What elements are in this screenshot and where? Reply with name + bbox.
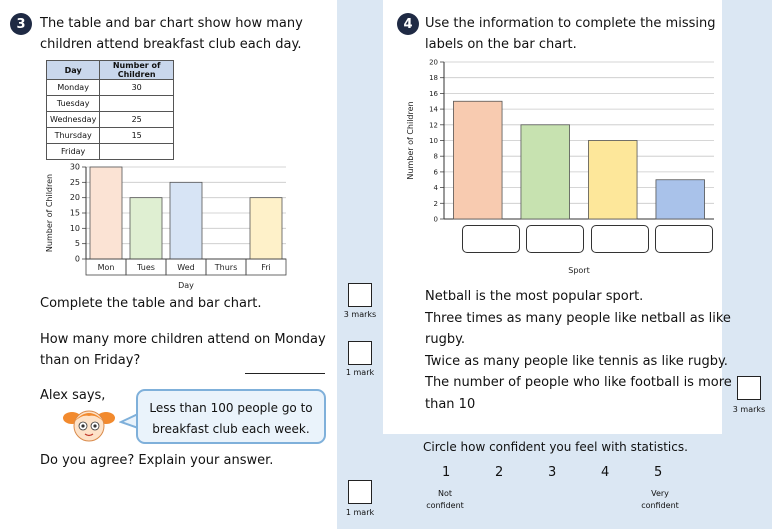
y-tick-label: 5 (74, 239, 80, 249)
missing-label-box-4[interactable] (655, 225, 713, 253)
x-tick-label: Tues (137, 263, 155, 272)
y-tick-label: 18 (429, 74, 438, 83)
table-cell-day: Friday (47, 144, 100, 160)
y-tick-label: 10 (69, 223, 80, 233)
very-confident-label: Very confident (641, 489, 679, 510)
missing-label-box-1[interactable] (462, 225, 520, 253)
q3-more-question-line2: than on Friday? (40, 353, 141, 368)
confidence-level-4[interactable]: 4 (601, 465, 610, 480)
table-header-children: Number of Children (100, 61, 174, 80)
q3-prompt-line1: The table and bar chart show how many (40, 16, 303, 31)
marks-box-q4[interactable] (737, 376, 761, 400)
confidence-level-1[interactable]: 1 (442, 465, 451, 480)
y-tick-label: 4 (433, 184, 438, 193)
q4-statement: Three times as many people like netball as like (425, 311, 731, 326)
table-header-row (47, 61, 174, 80)
y-tick-label: 0 (433, 215, 438, 224)
marks-label: 3 marks (732, 405, 766, 414)
y-tick-label: 20 (429, 58, 438, 67)
bar (130, 198, 162, 259)
marks-box-q3-part2[interactable] (348, 341, 372, 365)
y-tick-label: 30 (69, 162, 80, 172)
bubble-line1: Less than 100 people go to (149, 401, 313, 415)
bar (90, 167, 122, 259)
y-tick-label: 6 (433, 168, 438, 177)
q3-complete-instruction: Complete the table and bar chart. (40, 296, 262, 311)
confidence-level-5[interactable]: 5 (654, 465, 663, 480)
y-tick-label: 10 (429, 137, 438, 145)
question-4-number: 4 (397, 13, 419, 35)
y-tick-label: 16 (429, 89, 438, 98)
confidence-level-2[interactable]: 2 (495, 465, 504, 480)
marks-box-q3-part1[interactable] (348, 283, 372, 307)
y-axis-label: Number of Children (406, 101, 415, 180)
x-tick-label: Wed (177, 263, 195, 272)
missing-label-box-2[interactable] (526, 225, 584, 253)
bar (588, 141, 637, 220)
y-tick-label: 12 (429, 121, 438, 130)
table-cell-day: Monday (47, 80, 100, 96)
speech-bubble (136, 389, 326, 444)
table-cell-count-blank[interactable] (100, 96, 174, 112)
confidence-level-3[interactable]: 3 (548, 465, 557, 480)
x-tick-label: Mon (97, 263, 115, 272)
y-tick-label: 14 (429, 105, 438, 114)
table-row (47, 112, 174, 128)
q4-statement: The number of people who like football is more (425, 375, 732, 390)
bar (250, 198, 282, 259)
table-cell-day: Tuesday (47, 96, 100, 112)
breakfast-club-bar-chart (40, 160, 300, 295)
table-cell-day: Thursday (47, 128, 100, 144)
x-axis-label: Sport (568, 266, 590, 275)
y-tick-label: 2 (433, 199, 438, 208)
table-cell-count: 15 (100, 128, 174, 144)
bar (170, 182, 202, 259)
alex-says-label: Alex says, (40, 388, 106, 403)
missing-label-box-3[interactable] (591, 225, 649, 253)
confidence-prompt: Circle how confident you feel with statistics. (423, 440, 688, 454)
y-tick-label: 25 (69, 177, 80, 187)
q3-agree-question: Do you agree? Explain your answer. (40, 453, 274, 468)
table-row (47, 80, 174, 96)
q4-prompt-line2: labels on the bar chart. (425, 37, 577, 52)
x-axis-label: Day (178, 281, 194, 290)
y-tick-label: 0 (74, 254, 80, 264)
table-cell-day: Wednesday (47, 112, 100, 128)
x-tick-label: Fri (261, 263, 271, 272)
table-cell-count: 30 (100, 80, 174, 96)
alex-avatar (60, 400, 118, 448)
q4-statement: Netball is the most popular sport. (425, 289, 644, 304)
y-tick-label: 20 (69, 193, 80, 203)
q3-more-question-line1: How many more children attend on Monday (40, 332, 326, 347)
table-header-day: Day (47, 61, 100, 80)
breakfast-club-table (46, 60, 174, 160)
question-3-number: 3 (10, 13, 32, 35)
q3-prompt-line2: children attend breakfast club each day. (40, 37, 302, 52)
marks-label: 3 marks (343, 310, 377, 319)
bar (656, 180, 705, 219)
q4-prompt-line1: Use the information to complete the missing (425, 16, 716, 31)
answer-line[interactable] (245, 373, 325, 374)
y-tick-label: 15 (69, 208, 80, 218)
bar (453, 101, 502, 219)
bubble-line2: breakfast club each week. (152, 422, 310, 436)
table-cell-count-blank[interactable] (100, 144, 174, 160)
y-tick-label: 8 (433, 152, 438, 161)
not-confident-label: Not confident (426, 489, 464, 510)
bar (521, 125, 570, 219)
marks-label: 1 mark (345, 508, 375, 517)
x-tick-label: Thurs (214, 263, 238, 272)
table-row (47, 144, 174, 160)
table-row (47, 128, 174, 144)
marks-label: 1 mark (345, 368, 375, 377)
marks-box-q3-part3[interactable] (348, 480, 372, 504)
q4-statement: Twice as many people like tennis as like rugby. (425, 354, 728, 369)
q4-statement: than 10 (425, 397, 476, 412)
y-axis-label: Number of Children (45, 173, 54, 253)
q4-statement: rugby. (425, 332, 466, 347)
table-cell-count: 25 (100, 112, 174, 128)
table-row (47, 96, 174, 112)
